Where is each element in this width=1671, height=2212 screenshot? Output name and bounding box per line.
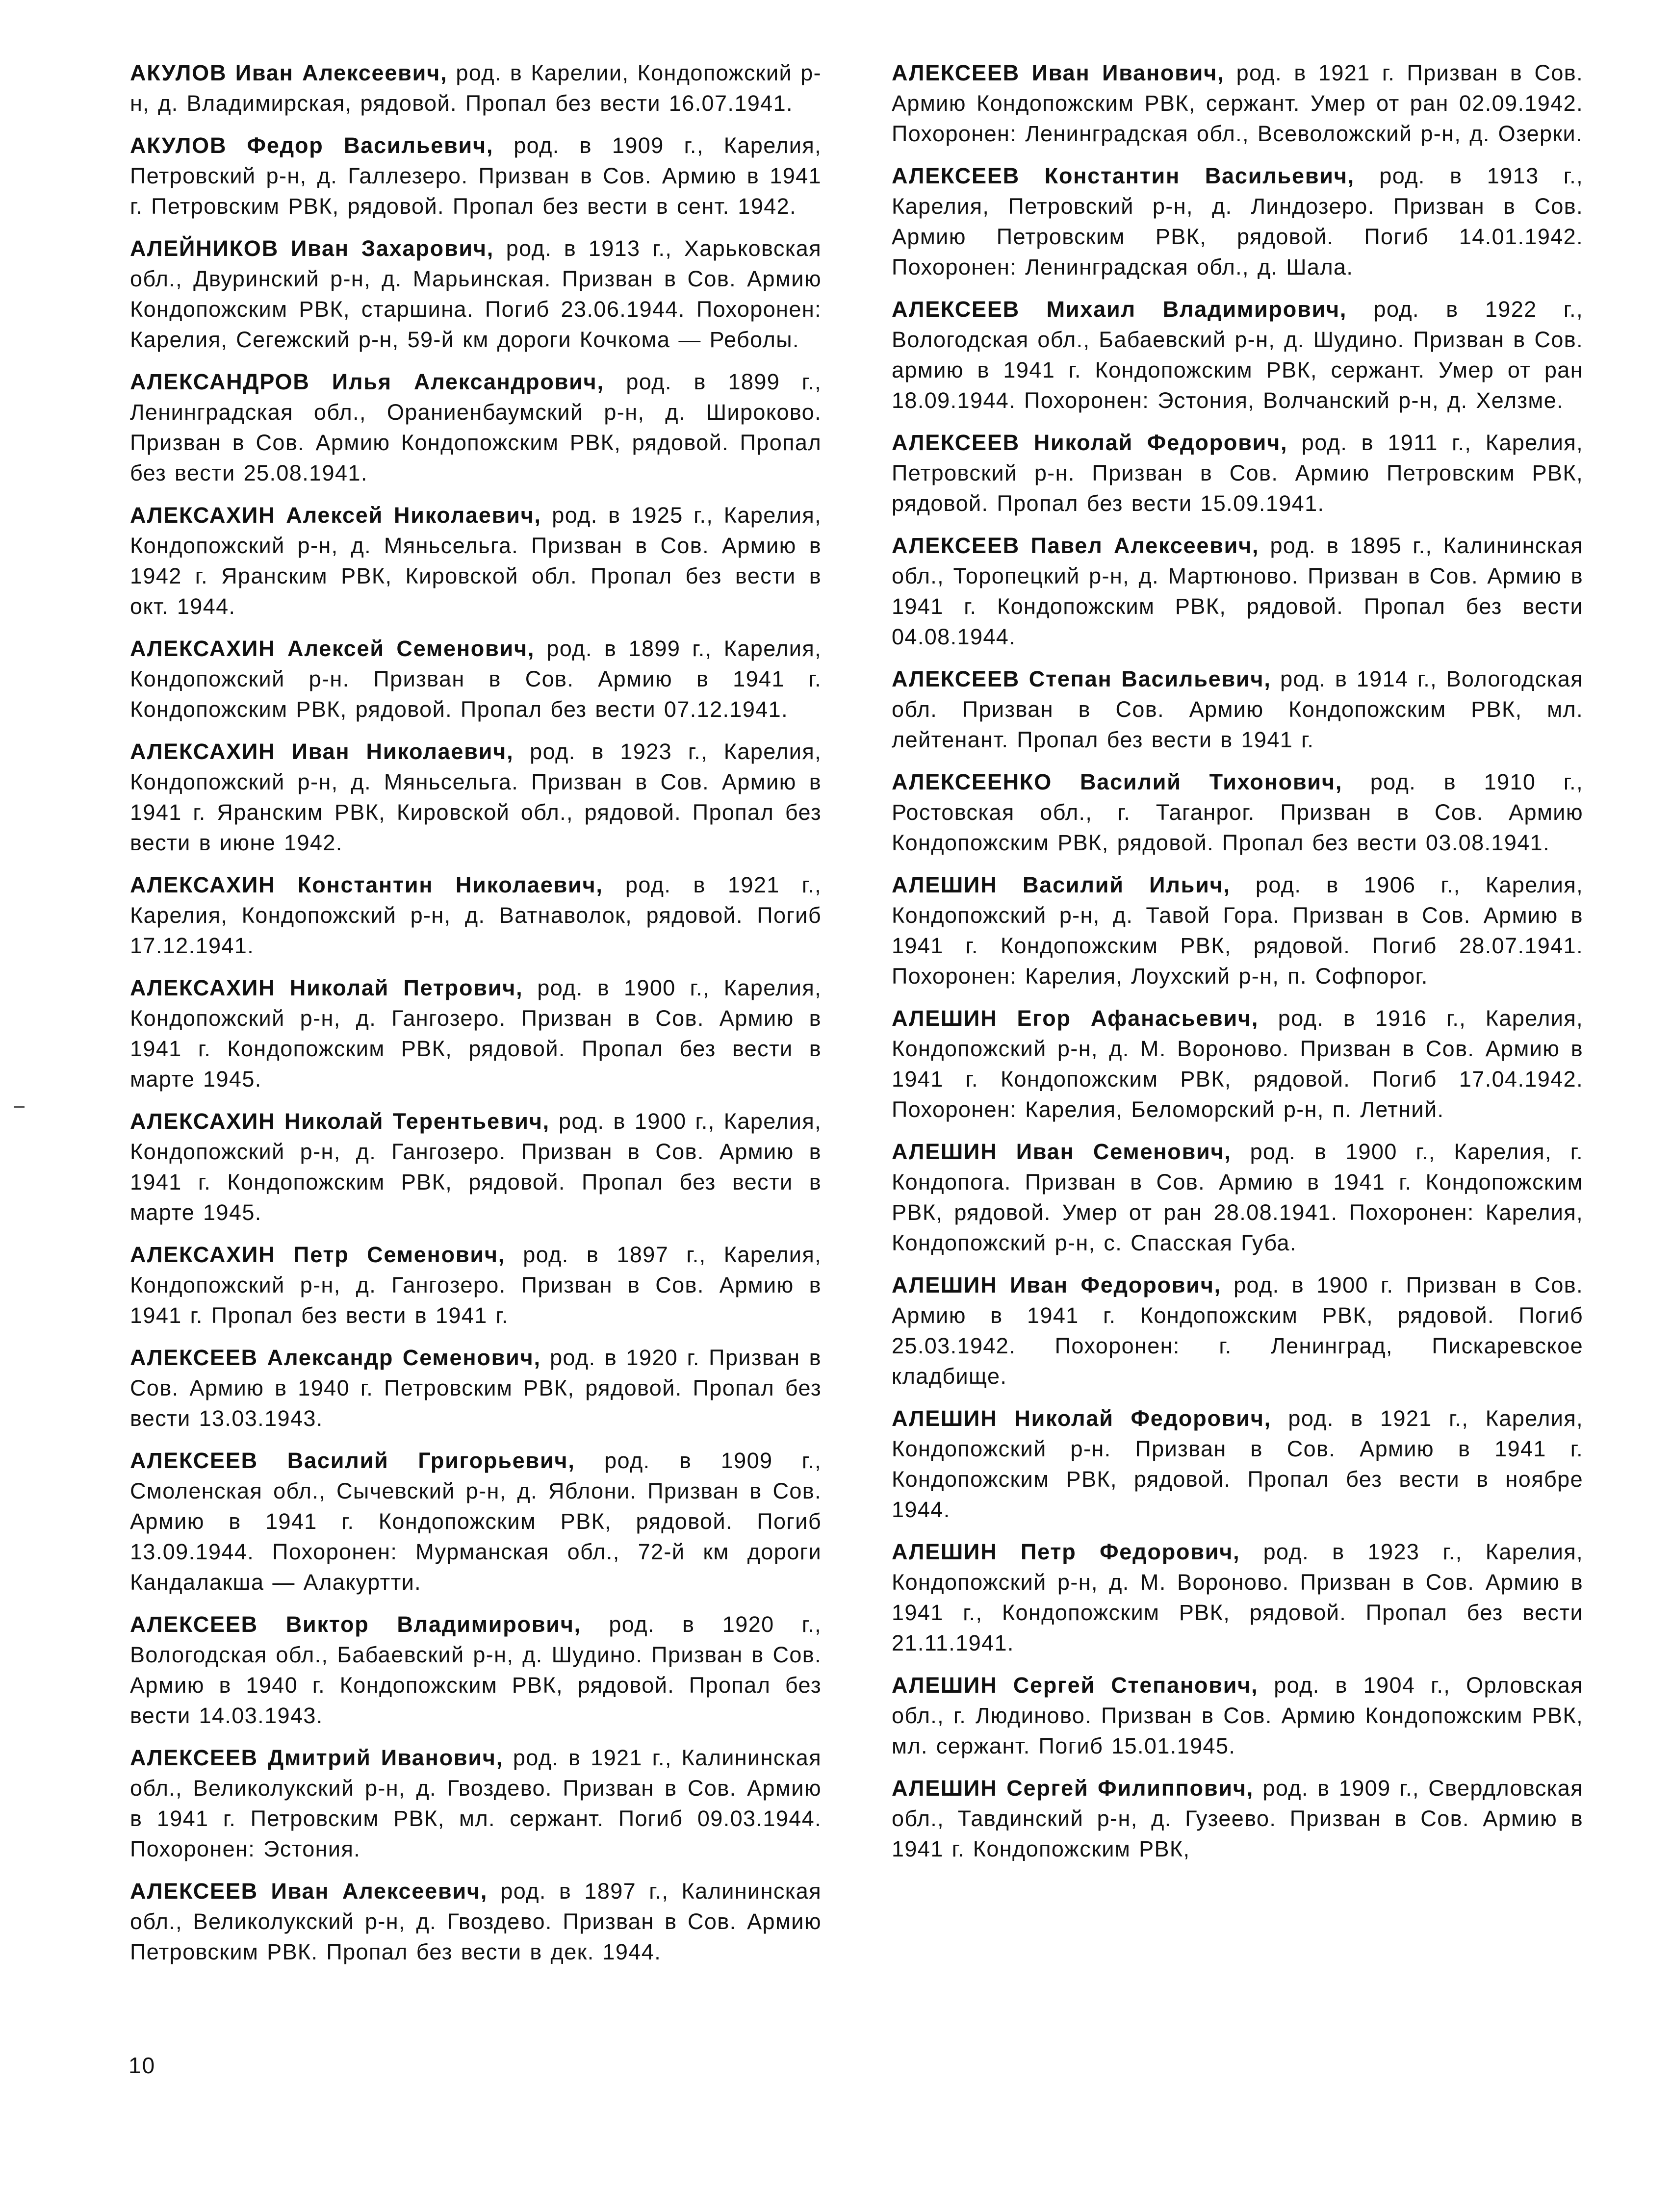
person-entry — [892, 161, 1583, 282]
person-name: АЛЕШИН Иван Федорович, — [892, 1272, 1221, 1297]
margin-mark — [14, 1106, 25, 1108]
person-entry — [130, 1343, 822, 1434]
person-details: род. в 1913 г., Карелия, Петровский р-н, д. Линдозеро. Призван в Сов. Армию Петровским РВК, рядовой. Погиб 14.01.1942. Похоронен: Ленинградская обл., д. Шала. — [892, 163, 1583, 280]
person-entry — [130, 1609, 822, 1731]
person-entry — [892, 870, 1583, 992]
person-name: АЛЕШИН Николай Федорович, — [892, 1406, 1271, 1431]
person-name: АЛЕКСЕЕВ Михаил Владимирович, — [892, 297, 1347, 322]
left-column — [130, 58, 822, 1979]
person-name: АЛЕШИН Егор Афанасьевич, — [892, 1006, 1259, 1031]
person-entry — [892, 1003, 1583, 1125]
person-entry — [892, 1270, 1583, 1392]
person-entry — [130, 130, 822, 222]
person-entry — [892, 1403, 1583, 1525]
person-name: АЛЕШИН Петр Федорович, — [892, 1539, 1240, 1564]
person-details: род. в 1921 г., Калининская обл., Великолукский р-н, д. Гвоздево. Призван в Сов. Армию в 1941 г. Петровским РВК, мл. сержант. Погиб 09.03.1944. Похоронен: Эстония. — [130, 1745, 822, 1861]
person-details: род. в 1914 г., Вологодская обл. Призван в Сов. Армию Кондопожским РВК, мл. лейтенант. Пропал без вести в 1941 г. — [892, 666, 1583, 752]
person-details: род. в 1910 г., Ростовская обл., г. Таганрог. Призван в Сов. Армию Кондопожским РВК, рядовой. Пропал без вести 03.08.1941. — [892, 769, 1583, 855]
person-name: АЛЕКСЕЕВ Николай Федорович, — [892, 430, 1288, 455]
person-details: род. в 1897 г., Карелия, Кондопожский р-н, д. Гангозеро. Призван в Сов. Армию в 1941 г. Пропал без вести в 1941 г. — [130, 1242, 822, 1328]
person-entry — [130, 367, 822, 488]
person-entry — [892, 428, 1583, 519]
person-details: род. в 1923 г., Карелия, Кондопожский р-н, д. Мяньсельга. Призван в Сов. Армию в 1941 г. Яранским РВК, Кировской обл., рядовой. Пропал без вести в июне 1942. — [130, 739, 822, 855]
person-name: АЛЕКСЕЕВ Дмитрий Иванович, — [130, 1745, 504, 1770]
person-entry — [130, 500, 822, 622]
person-name: АЛЕШИН Василий Ильич, — [892, 872, 1231, 897]
person-details: род. в 1897 г., Калининская обл., Великолукский р-н, д. Гвоздево. Призван в Сов. Армию Петровским РВК. Пропал без вести в дек. 1944. — [130, 1879, 822, 1964]
person-name: АЛЕКСЕЕНКО Василий Тихонович, — [892, 769, 1343, 794]
person-name: АЛЕКСАНДРОВ Илья Александрович, — [130, 369, 604, 394]
person-details: род. в 1900 г., Карелия, Кондопожский р-н, д. Гангозеро. Призван в Сов. Армию в 1941 г. Кондопожским РВК, рядовой. Пропал без вести в марте 1945. — [130, 975, 822, 1092]
person-name: АЛЕКСЕЕВ Виктор Владимирович, — [130, 1612, 581, 1637]
person-entry — [130, 58, 822, 119]
person-name: АЛЕЙНИКОВ Иван Захарович, — [130, 236, 494, 261]
person-name: АЛЕКСАХИН Николай Терентьевич, — [130, 1109, 550, 1134]
person-details: род. в 1922 г., Вологодская обл., Бабаевский р-н, д. Шудино. Призван в Сов. армию в 1941 г. Кондопожским РВК, сержант. Умер от ран 18.09.1944. Похоронен: Эстония, Волчанский р-н, д. Хелзме. — [892, 297, 1583, 413]
person-entry — [130, 737, 822, 858]
person-details: род. в 1900 г., Карелия, Кондопожский р-н, д. Гангозеро. Призван в Сов. Армию в 1941 г. Кондопожским РВК, рядовой. Пропал без вести в марте 1945. — [130, 1109, 822, 1225]
person-details: род. в 1921 г., Карелия, Кондопожский р-н. Призван в Сов. Армию в 1941 г. Кондопожским РВК, рядовой. Пропал без вести в ноябре 1944. — [892, 1406, 1584, 1522]
person-details: род. в 1899 г., Ленинградская обл., Ораниенбаумский р-н, д. Широково. Призван в Сов. Армию Кондопожским РВК, рядовой. Пропал без вести 25.08.1941. — [130, 369, 822, 485]
person-entry — [892, 1537, 1583, 1658]
person-name: АЛЕШИН Сергей Степанович, — [892, 1673, 1259, 1698]
person-details: род. в 1904 г., Орловская обл., г. Людиново. Призван в Сов. Армию Кондопожским РВК, мл. сержант. Погиб 15.01.1945. — [892, 1673, 1583, 1758]
person-name: АКУЛОВ Федор Васильевич, — [130, 133, 494, 158]
person-details: род. в 1909 г., Свердловская обл., Тавдинский р-н, д. Гузеево. Призван в Сов. Армию в 1941 г. Кондопожским РВК, — [892, 1776, 1583, 1861]
person-details: род. в 1925 г., Карелия, Кондопожский р-н, д. Мяньсельга. Призван в Сов. Армию в 1942 г. Яранским РВК, Кировской обл. Пропал без вести в окт. 1944. — [130, 503, 822, 619]
person-entry — [892, 767, 1583, 858]
person-entry — [892, 1137, 1583, 1258]
person-name: АЛЕКСАХИН Петр Семенович, — [130, 1242, 506, 1267]
person-entry — [892, 294, 1583, 416]
person-name: АЛЕКСАХИН Иван Николаевич, — [130, 739, 514, 764]
person-details: род. в 1909 г., Карелия, Петровский р-н, д. Галлезеро. Призван в Сов. Армию в 1941 г. Петровским РВК, рядовой. Пропал без вести в сент. 1942. — [130, 133, 822, 219]
person-entry — [892, 1773, 1583, 1864]
person-details: род. в 1921 г. Призван в Сов. Армию Кондопожским РВК, сержант. Умер от ран 02.09.1942. Похоронен: Ленинградская обл., Всеволожский р-н, д. Озерки. — [892, 60, 1583, 146]
person-details: род. в 1923 г., Карелия, Кондопожский р-н, д. М. Вороново. Призван в Сов. Армию в 1941 г., Кондопожским РВК, рядовой. Пропал без вести 21.11.1941. — [892, 1539, 1584, 1655]
person-details: род. в 1900 г. Призван в Сов. Армию в 1941 г. Кондопожским РВК, рядовой. Погиб 25.03.1942. Похоронен: г. Ленинград, Пискаревское кладбище. — [892, 1272, 1583, 1389]
person-details: род. в 1900 г., Карелия, г. Кондопога. Призван в Сов. Армию в 1941 г. Кондопожским РВК, рядовой. Умер от ран 28.08.1941. Похоронен: Карелия, Кондопожский р-н, с. Спасская Губа. — [892, 1139, 1584, 1255]
person-name: АЛЕКСЕЕВ Василий Григорьевич, — [130, 1448, 575, 1473]
person-details: род. в 1920 г. Призван в Сов. Армию в 1940 г. Петровским РВК, рядовой. Пропал без вести 13.03.1943. — [130, 1345, 822, 1431]
person-name: АЛЕКСАХИН Алексей Семенович, — [130, 636, 535, 661]
person-name: АЛЕКСАХИН Алексей Николаевич, — [130, 503, 541, 528]
person-details: род. в 1899 г., Карелия, Кондопожский р-н. Призван в Сов. Армию в 1941 г. Кондопожским РВК, рядовой. Пропал без вести 07.12.1941. — [130, 636, 822, 722]
person-entry — [130, 1240, 822, 1331]
person-name: АЛЕКСЕЕВ Павел Алексеевич, — [892, 533, 1260, 558]
person-entry — [892, 1670, 1583, 1761]
person-name: АЛЕШИН Иван Семенович, — [892, 1139, 1232, 1164]
person-name: АЛЕКСАХИН Константин Николаевич, — [130, 872, 603, 897]
person-details: род. в 1921 г., Карелия, Кондопожский р-н, д. Ватнаволок, рядовой. Погиб 17.12.1941. — [130, 872, 822, 958]
person-entry — [130, 233, 822, 355]
person-details: род. в 1906 г., Карелия, Кондопожский р-н, д. Тавой Гора. Призван в Сов. Армию в 1941 г. Кондопожским РВК, рядовой. Погиб 28.07.1941. Похоронен: Карелия, Лоухский р-н, п. Софпорог. — [892, 872, 1583, 989]
person-entry — [130, 1743, 822, 1864]
person-entry — [892, 531, 1583, 652]
person-entry — [892, 58, 1583, 149]
person-entry — [130, 1106, 822, 1228]
person-entry — [130, 1446, 822, 1598]
person-entry — [892, 664, 1583, 755]
person-entry — [130, 1876, 822, 1967]
person-details: род. в 1920 г., Вологодская обл., Бабаевский р-н, д. Шудино. Призван в Сов. Армию в 1940 г. Кондопожским РВК, рядовой. Пропал без вести 14.03.1943. — [130, 1612, 822, 1728]
person-details: род. в 1913 г., Харьковская обл., Двуринский р-н, д. Марьинская. Призван в Сов. Армию Кондопожским РВК, старшина. Погиб 23.06.1944. Похоронен: Карелия, Сегежский р-н, 59-й км дороги Кочкома — Реболы. — [130, 236, 822, 352]
person-name: АЛЕКСЕЕВ Александр Семенович, — [130, 1345, 541, 1370]
person-name: АЛЕКСЕЕВ Иван Иванович, — [892, 60, 1225, 85]
person-name: АЛЕКСЕЕВ Иван Алексеевич, — [130, 1879, 488, 1904]
person-details: род. в 1916 г., Карелия, Кондопожский р-н, д. М. Вороново. Призван в Сов. Армию в 1941 г. Кондопожским РВК, рядовой. Погиб 17.04.1942. Похоронен: Карелия, Беломорский р-н, п. Летний. — [892, 1006, 1583, 1122]
person-name: АКУЛОВ Иван Алексеевич, — [130, 60, 448, 85]
person-name: АЛЕКСЕЕВ Константин Васильевич, — [892, 163, 1355, 188]
person-details: род. в 1895 г., Калининская обл., Торопецкий р-н, д. Мартюново. Призван в Сов. Армию в 1941 г. Кондопожским РВК, рядовой. Пропал без вести 04.08.1944. — [892, 533, 1584, 649]
person-name: АЛЕШИН Сергей Филиппович, — [892, 1776, 1254, 1801]
person-details: род. в Карелии, Кондопожский р-н, д. Владимирская, рядовой. Пропал без вести 16.07.1941. — [130, 60, 822, 116]
person-name: АЛЕКСАХИН Николай Петрович, — [130, 975, 523, 1000]
page-number: 10 — [129, 2053, 156, 2078]
person-details: род. в 1909 г., Смоленская обл., Сычевский р-н, д. Яблони. Призван в Сов. Армию в 1941 г. Кондопожским РВК, рядовой. Погиб 13.09.1944. Похоронен: Мурманская обл., 72-й км дороги Кандалакша — Алакуртти. — [130, 1448, 822, 1595]
person-name: АЛЕКСЕЕВ Степан Васильевич, — [892, 666, 1271, 691]
right-column — [892, 58, 1583, 1876]
person-entry — [130, 634, 822, 725]
person-entry — [130, 973, 822, 1094]
person-entry — [130, 870, 822, 961]
person-details: род. в 1911 г., Карелия, Петровский р-н. Призван в Сов. Армию Петровским РВК, рядовой. Пропал без вести 15.09.1941. — [892, 430, 1584, 516]
